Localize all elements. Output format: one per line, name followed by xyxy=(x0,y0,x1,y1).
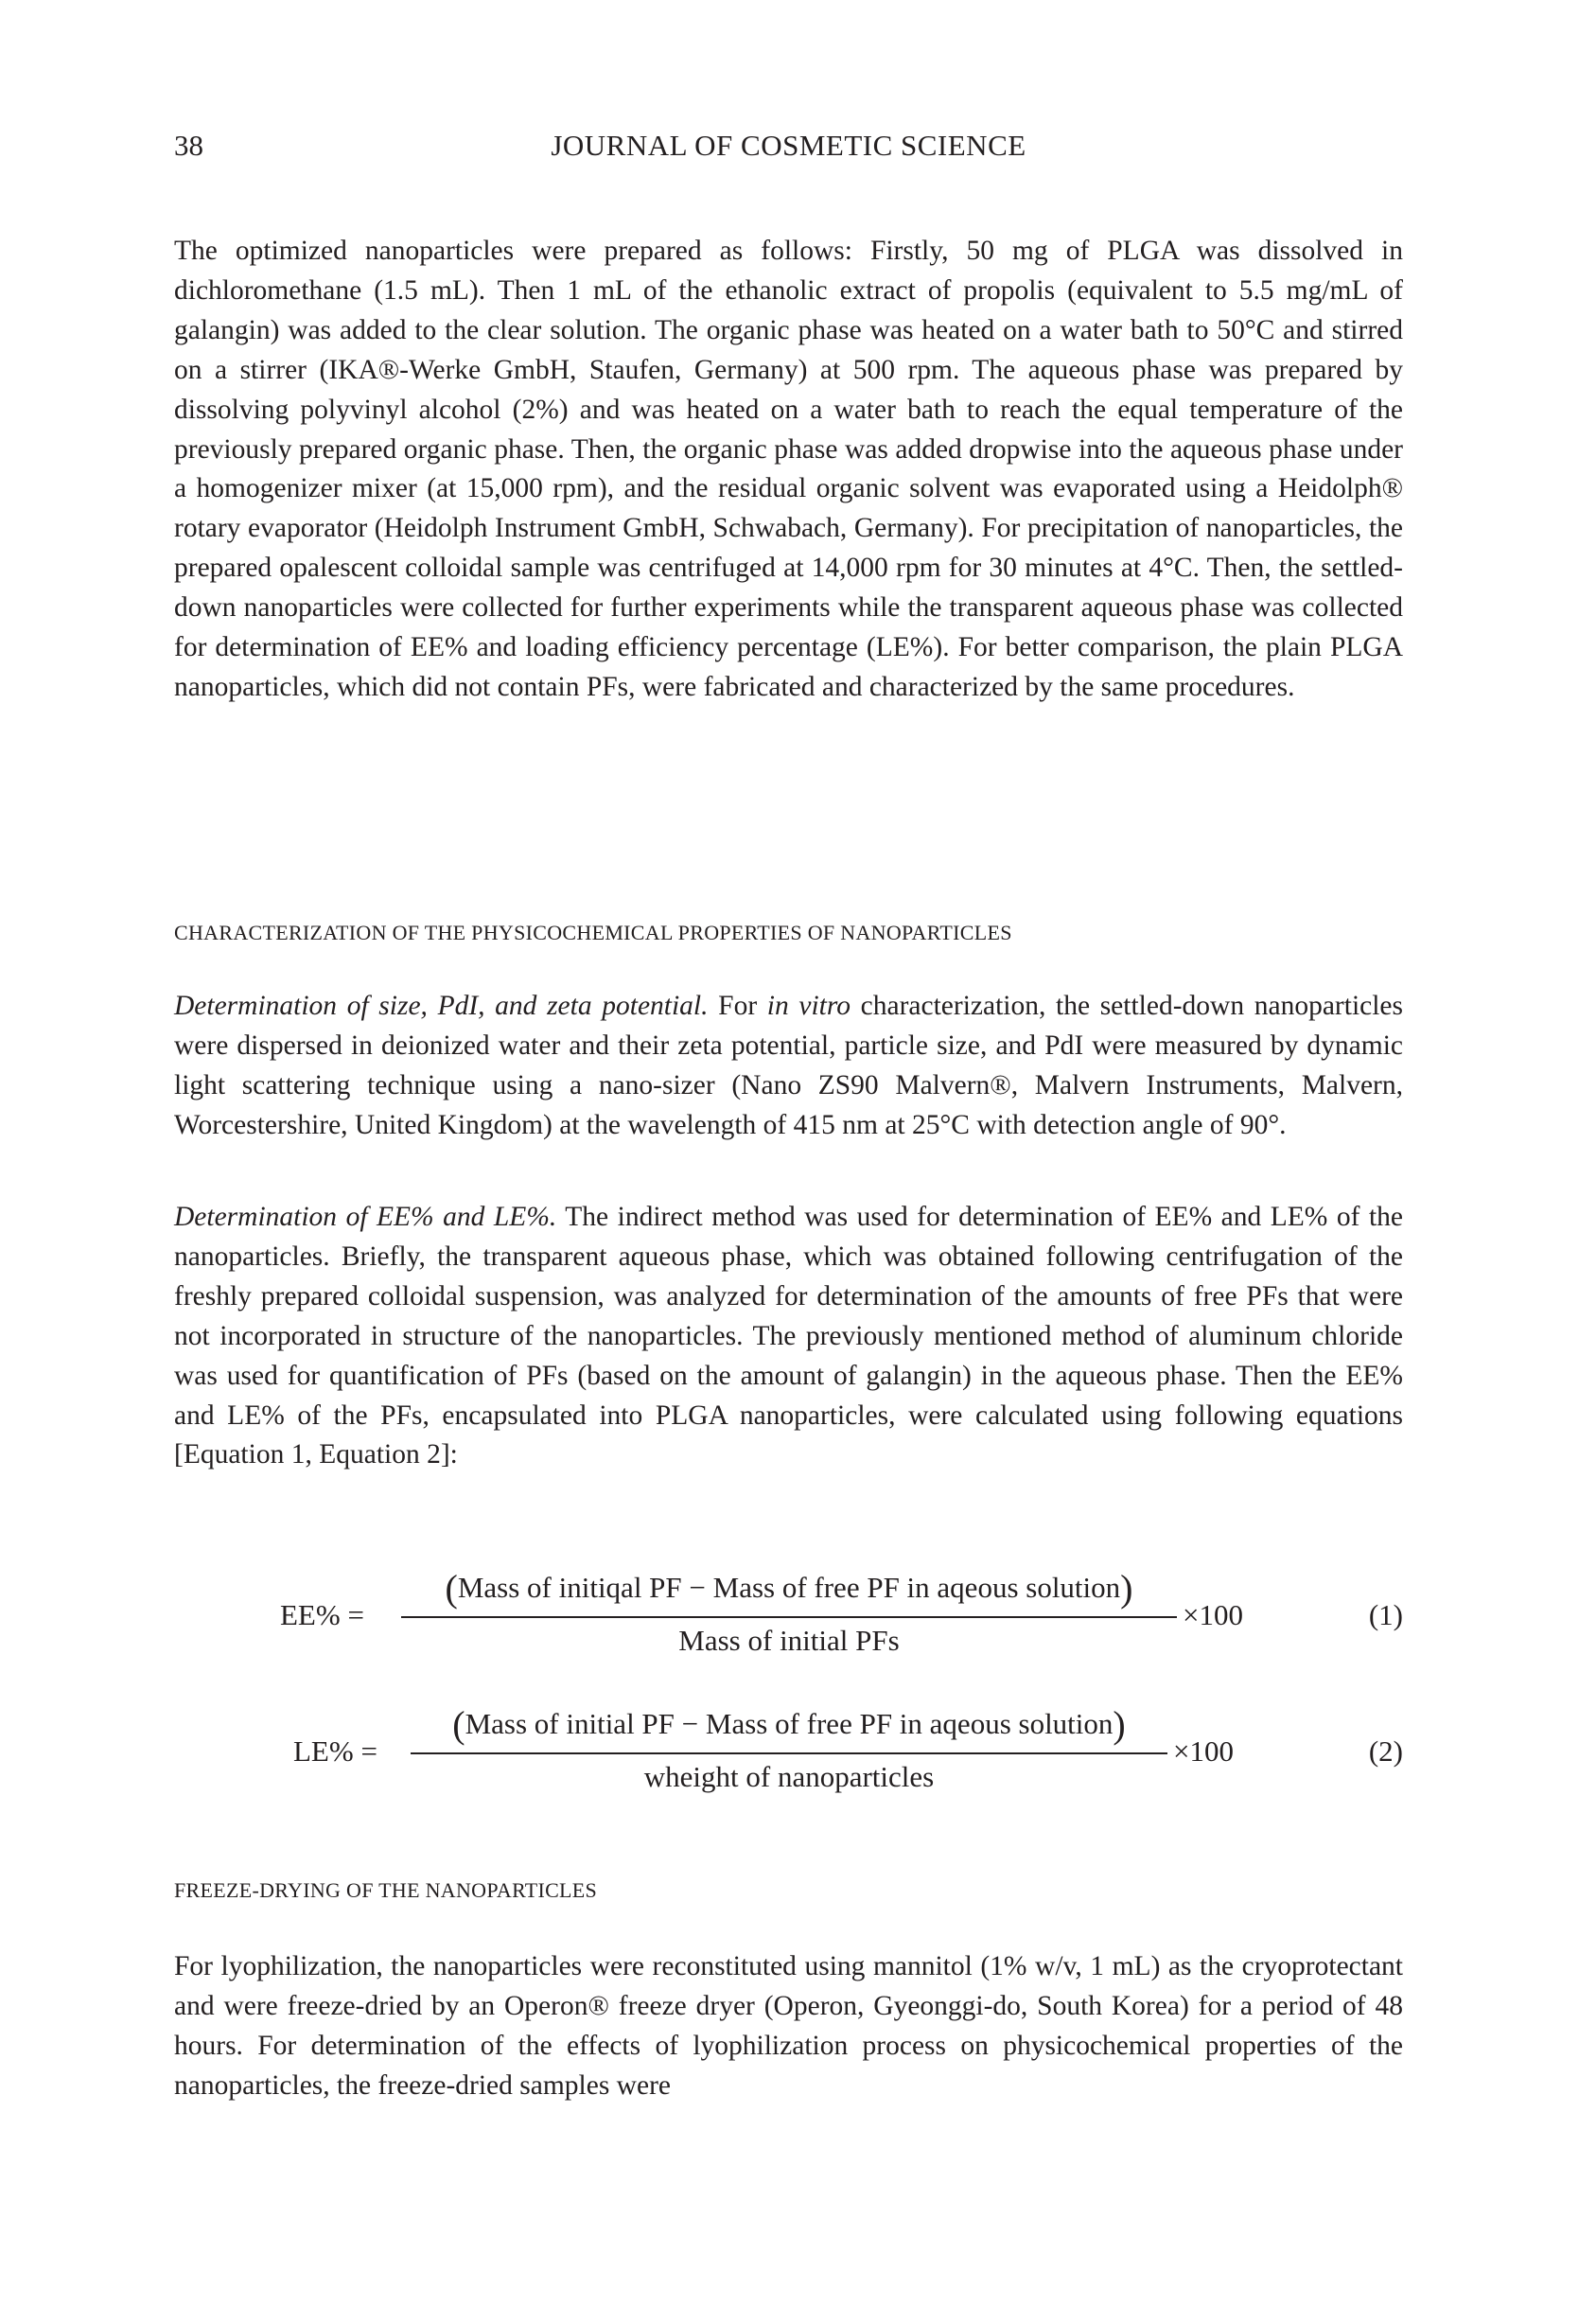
section-heading-characterization: CHARACTERIZATION OF THE PHYSICOCHEMICAL PROPERTIES OF NANOPARTICLES xyxy=(174,921,1012,944)
run-in-heading: Determination of EE% and LE%. xyxy=(174,1202,557,1232)
paragraph-lyophilization: For lyophilization, the nanoparticles were reconstituted using mannitol (1% w/v, 1 mL) as the cryoprotectant and were freeze-dried by an Operon® freeze dryer (Operon, Gyeonggi-do, South Korea) for a period of 48 hours. For determination of the effects of lyophilization process on physicochemical properties of the nanoparticles, the freeze-dried samples were xyxy=(174,1951,1403,2101)
paragraph-preparation: The optimized nanoparticles were prepared as follows: Firstly, 50 mg of PLGA was dissolved in dichloromethane (1.5 mL). Then 1 mL of the ethanolic extract of propolis (equivalent to 5.5 mg/mL of galangin) was added to the clear solution. The organic phase was heated on a water bath to 50°C and stirred on a stirrer (IKA®-Werke GmbH, Staufen, Germany) at 500 rpm. The aqueous phase was prepared by dissolving polyvinyl alcohol (2%) and was heated on a water bath to reach the equal temperature of the previously prepared organic phase. Then, the organic phase was added dropwise into the aqueous phase under a homogenizer mixer (at 15,000 rpm), and the residual organic solvent was evaporated using a Heidolph® rotary evaporator (Heidolph Instrument GmbH, Schwabach, Germany). For precipitation of nanoparticles, the prepared opalescent colloidal sample was centrifuged at 14,000 rpm for 30 minutes at 4°C. Then, the settled-down nanoparticles were collected for further experiments while the transparent aqueous phase was collected for determination of EE% and loading efficiency percentage (LE%). For better comparison, the plain PLGA nanoparticles, which did not contain PFs, were fabricated and characterized by the same procedures. xyxy=(174,236,1403,702)
equation-lhs: LE% = xyxy=(293,1734,377,1768)
paragraph-size-zeta xyxy=(174,987,1403,1146)
page-number: 38 xyxy=(174,129,203,162)
equation-1 xyxy=(174,1566,1403,1670)
text: characterization, the settled-down nanoparticles were dispersed in deionized water and their zeta potential, particle size, and PdI were measured by dynamic light scattering technique using a nano-sizer (Nano ZS90 Malvern®, Malvern Instruments, Malvern, Worcestershire, United Kingdom) at the wavelength of 415 nm at 25°C with detection angle of 90°. xyxy=(174,991,1404,1140)
running-header xyxy=(174,129,1403,168)
equation-fraction xyxy=(401,1566,1177,1658)
denominator: wheight of nanoparticles xyxy=(643,1760,935,1793)
text: The indirect method was used for determination of EE% and LE% of the nanoparticles. Briefly, the transparent aqueous phase, which was obtained following centrifugation of the freshly prepared colloidal suspension, was analyzed for determination of the amounts of free PFs that were not incorporated in structure of the nanoparticles. The previously mentioned method of aluminum chloride was used for quantification of PFs (based on the amount of galangin) in the aqueous phase. Then the EE% and LE% of the PFs, encapsulated into PLGA nanoparticles, were calculated using following equations [Equation 1, Equation 2]: xyxy=(174,1202,1403,1470)
numerator: (Mass of initial PF − Mass of free PF in aqeous solution) xyxy=(411,1702,1167,1754)
multiplier: ×100 xyxy=(1183,1598,1243,1631)
equation-2 xyxy=(174,1702,1403,1806)
equation-fraction xyxy=(411,1702,1167,1794)
journal-title: JOURNAL OF COSMETIC SCIENCE xyxy=(551,129,1026,162)
multiplier: ×100 xyxy=(1173,1734,1234,1768)
text: For xyxy=(708,991,767,1021)
italic-term: in vitro xyxy=(766,991,851,1021)
equation-lhs: EE% = xyxy=(280,1598,364,1631)
run-in-heading: Determination of size, PdI, and zeta potential. xyxy=(174,991,709,1021)
equation-number: (1) xyxy=(1368,1598,1403,1631)
paragraph-ee-le xyxy=(174,1198,1403,1475)
numerator: (Mass of initiqal PF − Mass of free PF in aqeous solution) xyxy=(401,1566,1177,1618)
equation-number: (2) xyxy=(1368,1734,1403,1768)
section-heading-freeze-drying: FREEZE-DRYING OF THE NANOPARTICLES xyxy=(174,1878,598,1902)
denominator: Mass of initial PFs xyxy=(678,1624,900,1657)
